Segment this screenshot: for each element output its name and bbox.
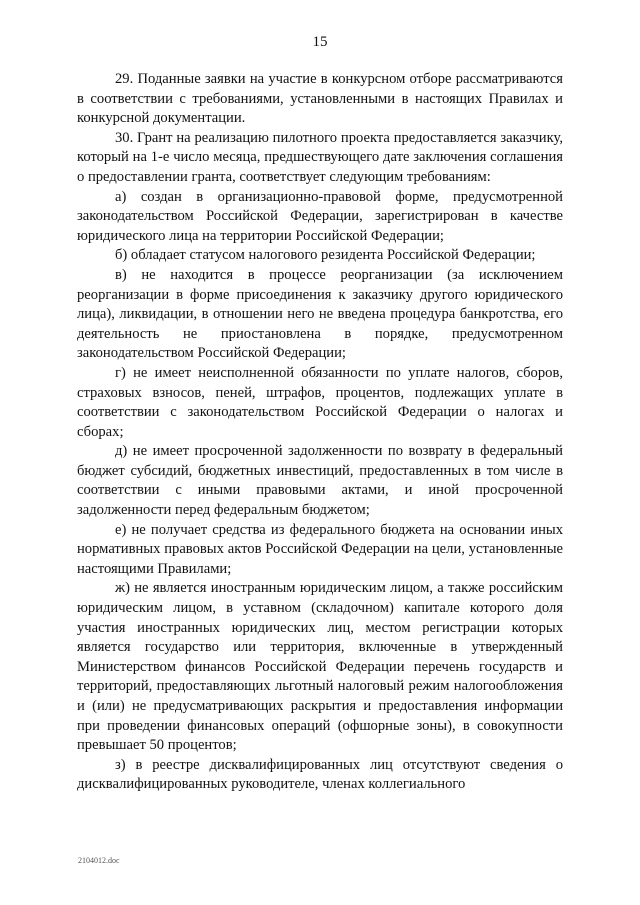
file-name-footer: 2104012.doc <box>78 856 120 865</box>
item-v: в) не находится в процессе реорганизации (за исключением реорганизации в форме присоединения к заказчику другого юридического лица), ликвидации, в отношении него не введена процедура банкротства, его деятельность не приостановлена в порядке, предусмотренном законодательством Российской Федерации; <box>77 266 563 362</box>
item-zh: ж) не является иностранным юридическим лицом, а также российским юридическим лицом, в уставном (складочном) капитале которого доля участия иностранных юридических лиц, местом регистрации которых является государство или территория, включенные в утвержденный Министерством финансов Российской Федерации перечень государств и территорий, предоставляющих льготный налоговый режим налогообложения и (или) не предусматривающих раскрытия и предоставления информации при проведении финансовых операций (офшорные зоны), в совокупности превышает 50 процентов; <box>77 580 563 754</box>
paragraph-30: 30. Грант на реализацию пилотного проекта предоставляется заказчику, который на 1-е число месяца, предшествующего дате заключения соглашения о предоставлении гранта, соответствует следующим требованиям: <box>77 129 563 185</box>
item-b: б) обладает статусом налогового резидента Российской Федерации; <box>115 247 536 264</box>
paragraph-29: 29. Поданные заявки на участие в конкурсном отборе рассматриваются в соответствии с требованиями, установленными в настоящих Правилах и конкурсной документации. <box>77 71 563 127</box>
document-body <box>77 70 563 795</box>
item-e: е) не получает средства из федерального бюджета на основании иных нормативных правовых актов Российской Федерации на цели, установленные настоящими Правилами; <box>77 521 563 577</box>
item-g: г) не имеет неисполненной обязанности по уплате налогов, сборов, страховых взносов, пеней, штрафов, процентов, подлежащих уплате в соответствии с законодательством Российской Федерации о налогах и сборах; <box>77 364 563 440</box>
item-d: д) не имеет просроченной задолженности по возврату в федеральный бюджет субсидий, бюджетных инвестиций, предоставленных в том числе в соответствии с иными правовыми актами, и иной просроченной задолженности перед федеральным бюджетом; <box>77 443 563 519</box>
page-number: 15 <box>312 34 328 50</box>
item-a: а) создан в организационно-правовой форме, предусмотренной законодательством Российской Федерации, зарегистрирован в качестве юридического лица на территории Российской Федерации; <box>77 188 563 244</box>
item-z: з) в реестре дисквалифицированных лиц отсутствуют сведения о дисквалифицированных руководителе, членах коллегиального <box>77 756 563 793</box>
